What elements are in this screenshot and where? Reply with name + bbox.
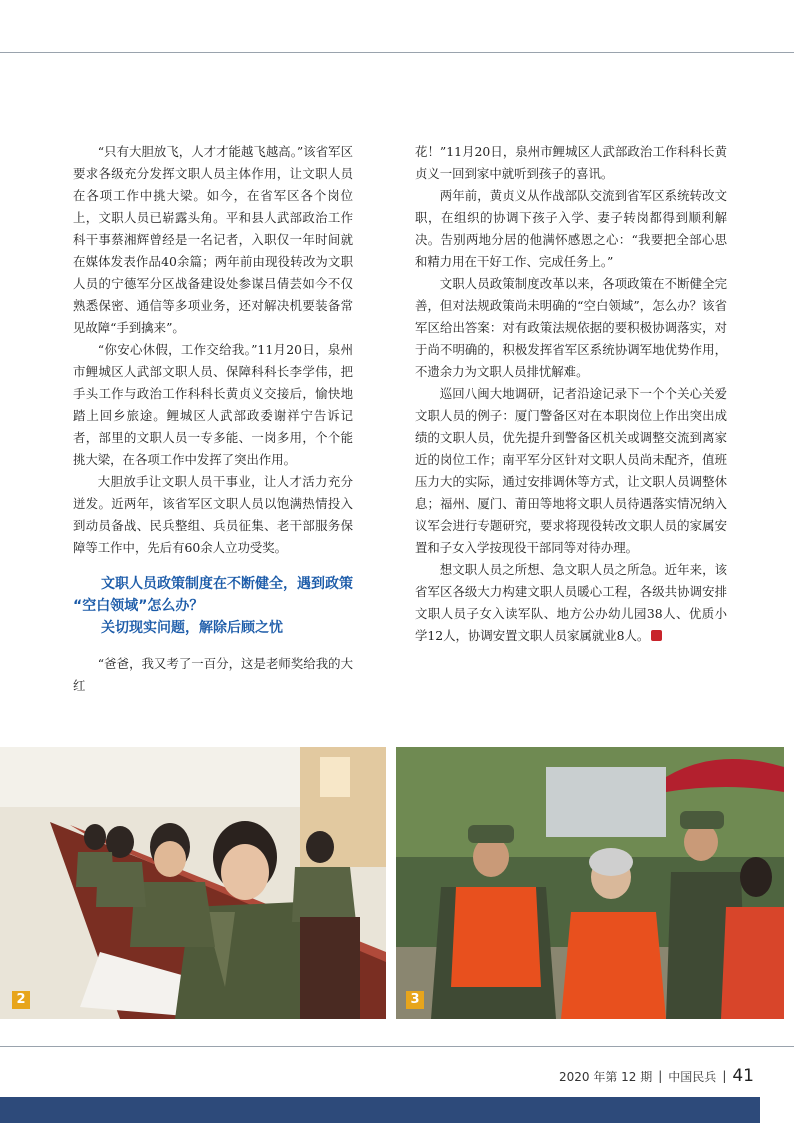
paragraph: 大胆放手让文职人员干事业，让人才活力充分迸发。近两年，该省军区文职人员以饱满热情投入到动员备战、民兵整组、兵员征集、老干部服务保障等工作中，先后有60余人立功受奖。 <box>73 474 353 555</box>
paragraph: 文职人员政策制度改革以来，各项政策在不断健全完善，但对法规政策尚未明确的“空白领域”，怎么办？该省军区给出答案：对有政策法规依据的要积极协调落实，对于尚不明确的，积极发挥省军区系统协调军地优势作用，不遗余力为文职人员排忧解难。 <box>415 276 727 379</box>
right-column <box>415 141 727 647</box>
page-footer <box>559 1066 754 1086</box>
paragraph: 巡回八闽大地调研，记者沿途记录下一个个关心关爱文职人员的例子：厦门警备区对在本职岗位上作出突出成绩的文职人员，优先提升到警备区机关或调整交流到离家近的岗位工作；南平军分区针对文职人员尚未配齐，值班压力大的实际，通过安排调休等方式，让文职人员调整休息；福州、厦门、莆田等地将文职人员待遇落实情况纳入议军会进行专题研究，要求将现役转改文职人员的家属安置和子女入学按现役干部同等对待办理。 <box>415 386 727 555</box>
section-subheading <box>73 573 353 639</box>
left-column <box>73 141 353 697</box>
page-number: 41 <box>732 1066 754 1086</box>
footer-separator: | <box>658 1069 663 1083</box>
paragraph: “只有大胆放飞，人才才能越飞越高。”该省军区要求各级充分发挥文职人员主体作用，让文职人员在各项工作中挑大梁。如今，在省军区各个岗位上，文职人员已崭露头角。平和县人武部政治工作科干事蔡湘辉曾经是一名记者，入职仅一年时间就在媒体发表作品40余篇；两年前由现役转改为文职人员的宁德军分区战备建设处参谋吕倩芸如今不仅熟悉保密、通信等多项业务，还对解决机要装备常见故障“手到擒来”。 <box>73 144 353 335</box>
bottom-rule <box>0 1046 794 1047</box>
bottom-color-bar <box>0 1097 760 1123</box>
paragraph-continuation: 花！”11月20日，泉州市鲤城区人武部政治工作科科长黄贞义一回到家中就听到孩子的喜讯。 <box>415 144 727 181</box>
flood-rescue-illustration <box>396 747 784 1019</box>
subheading-line-1: 文职人员政策制度在不断健全，遇到政策 <box>101 576 353 592</box>
photo-number-badge: 3 <box>406 991 424 1009</box>
classroom-illustration <box>0 747 386 1019</box>
photo-flood-rescue <box>396 747 784 1019</box>
paragraph: 两年前，黄贞义从作战部队交流到省军区系统转改文职，在组织的协调下孩子入学、妻子转岗都得到顺利解决。告别两地分居的他满怀感恩之心：“我要把全部心思和精力用在干好工作、完成任务上。” <box>415 188 727 269</box>
footer-separator: | <box>722 1069 727 1083</box>
issue-label: 2020 年第 12 期 <box>558 1069 653 1084</box>
paragraph: “你安心休假，工作交给我。”11月20日，泉州市鲤城区人武部文职人员、保障科科长李学伟，把手头工作与政治工作科科长黄贞义交接后，愉快地踏上回乡旅途。鲤城区人武部政委谢祥宁告诉记者，部里的文职人员一专多能、一岗多用，个个能挑大梁，在各项工作中发挥了突出作用。 <box>73 342 353 467</box>
subheading-line-2: “空白领域”怎么办？ <box>73 598 204 614</box>
paragraph: “爸爸，我又考了一百分，这是老师奖给我的大红 <box>73 656 353 693</box>
closing-paragraph-text: 想文职人员之所想、急文职人员之所急。近年来，该省军区各级大力构建文职人员暖心工程，各级共协调安排文职人员子女入读军队、地方公办幼儿园38人、优质小学12人，协调安置文职人员家属就业8人。 <box>415 562 727 643</box>
subheading-line-3: 关切现实问题，解除后顾之忧 <box>101 620 283 636</box>
paragraph <box>415 559 727 647</box>
photo-number-badge: 2 <box>12 991 30 1009</box>
photo-classroom <box>0 747 386 1019</box>
magazine-name: 中国民兵 <box>668 1069 717 1084</box>
top-rule <box>0 52 794 53</box>
article-end-icon <box>651 630 662 641</box>
